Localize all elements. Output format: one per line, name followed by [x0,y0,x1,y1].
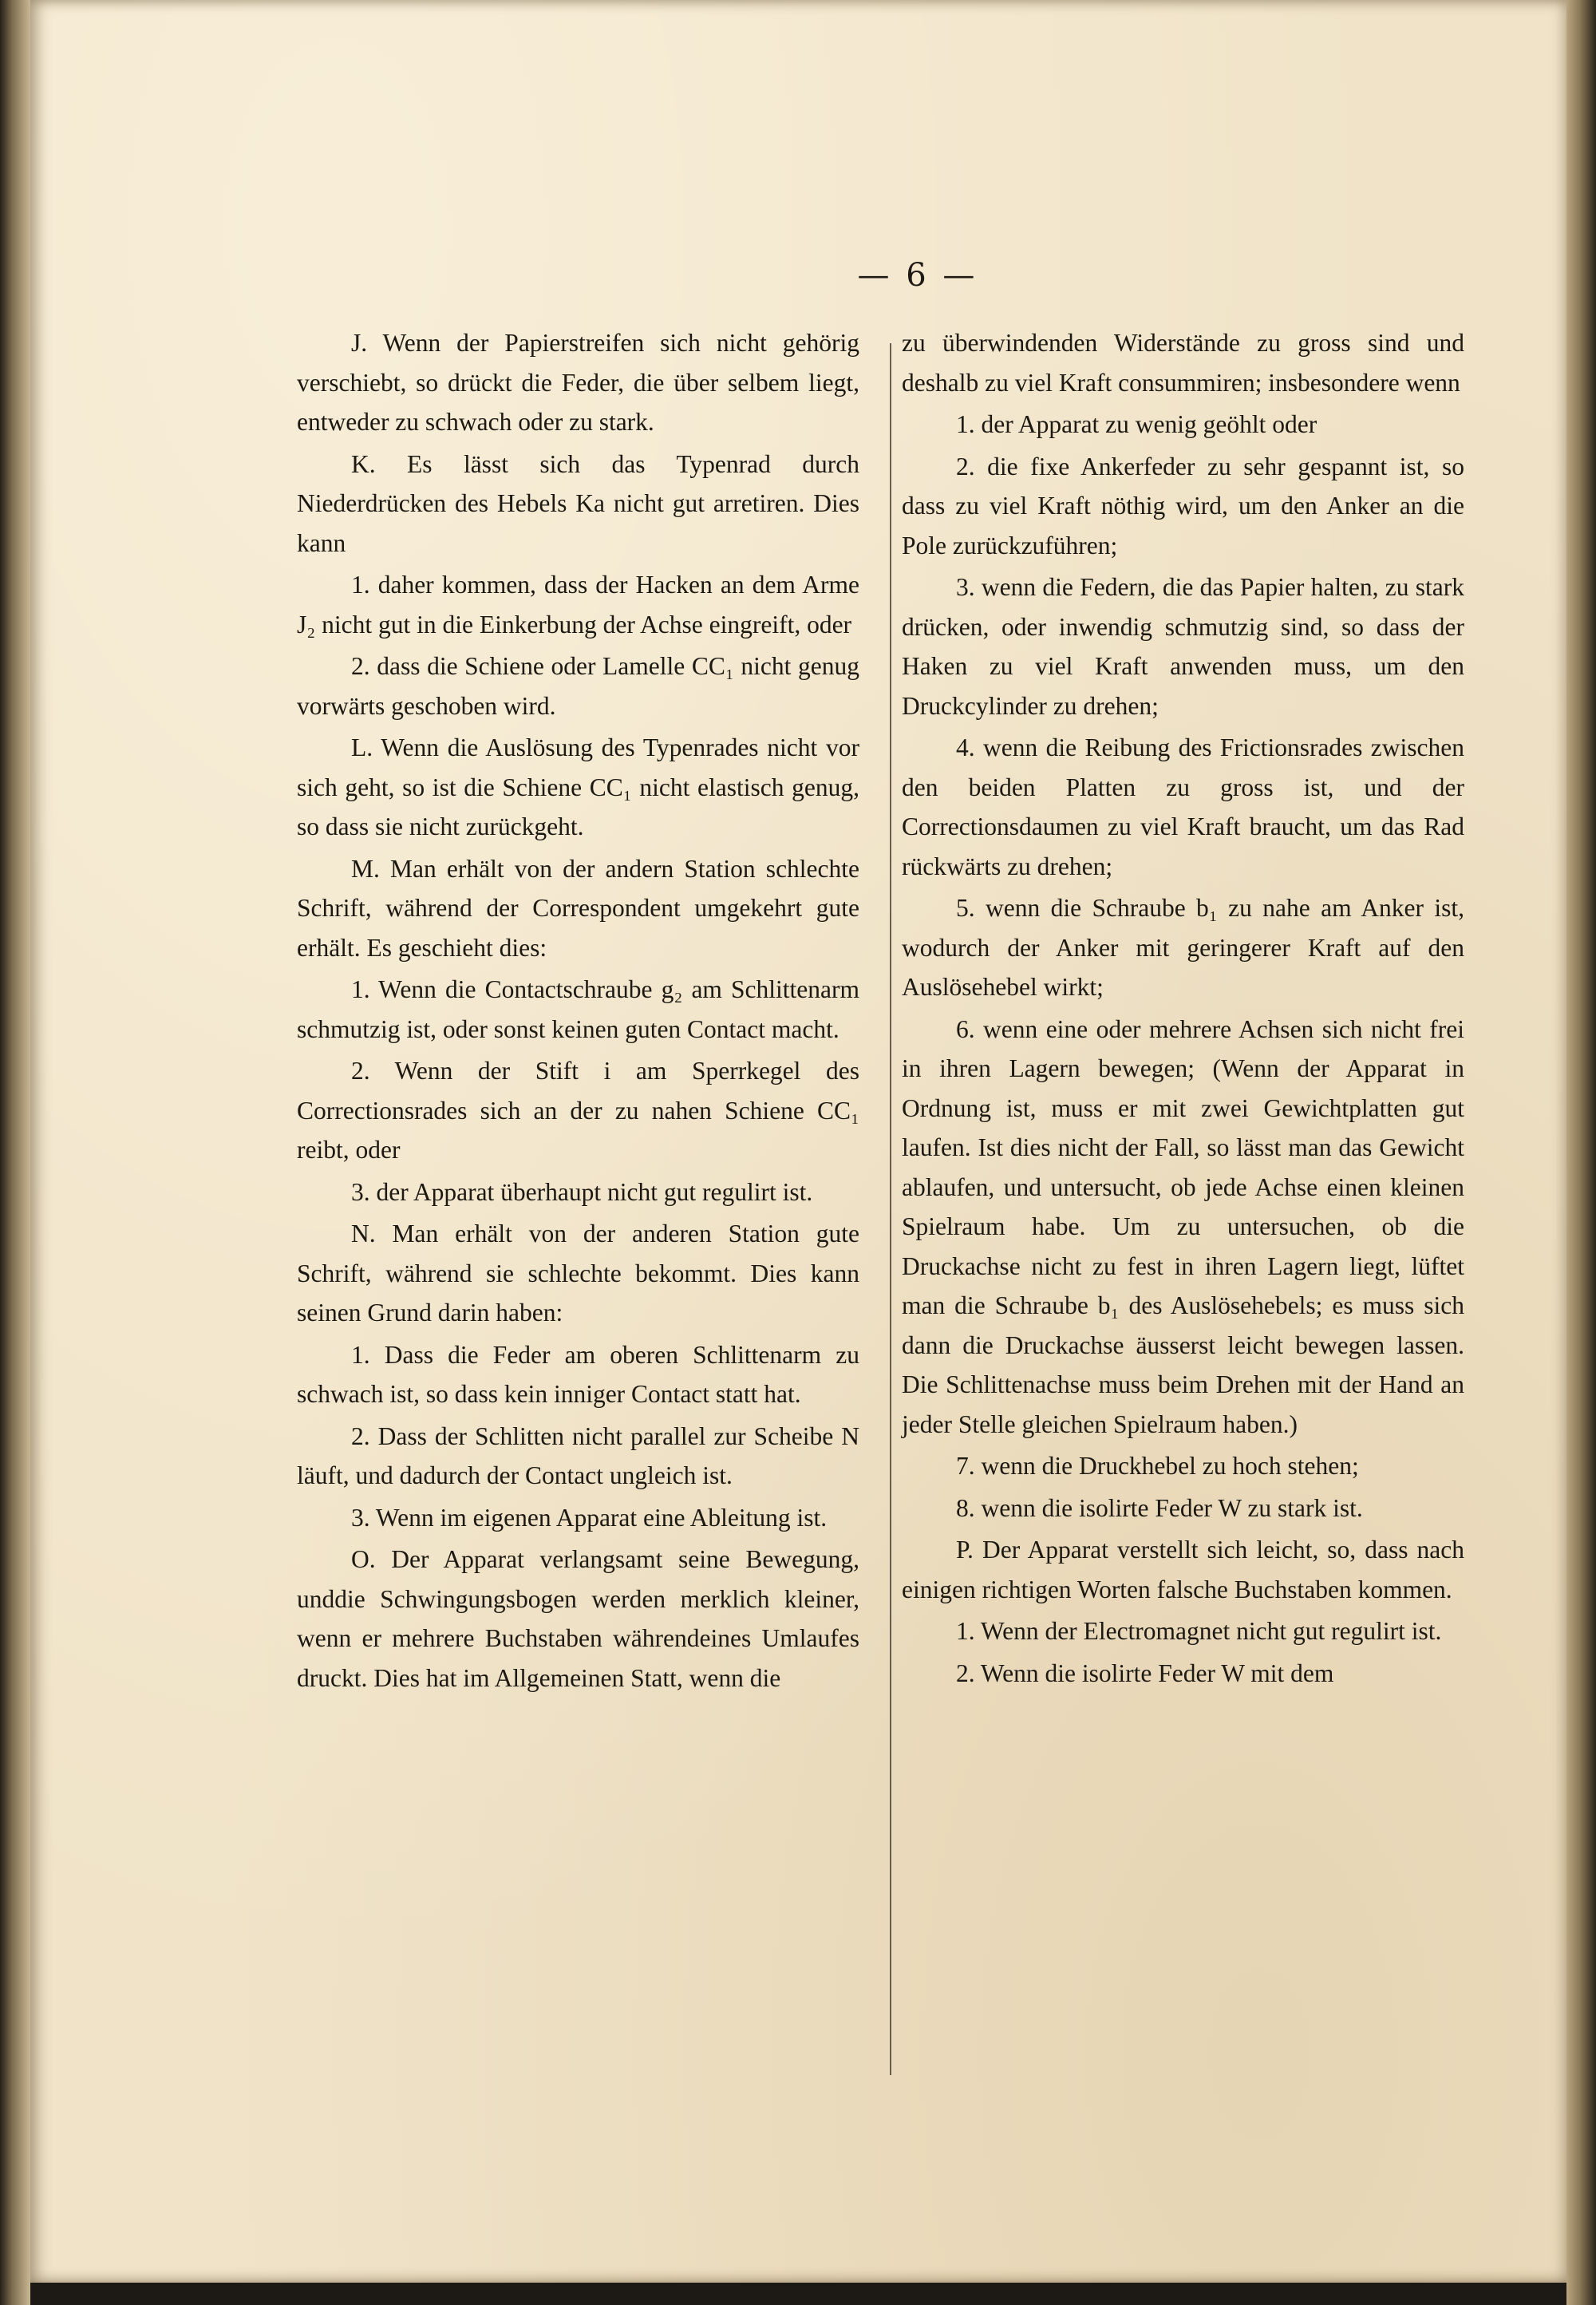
paragraph: zu überwindenden Widerstände zu gross sind und deshalb zu viel Kraft consummiren; insbesondere wenn [902,329,1464,397]
paragraph: 3. der Apparat überhaupt nicht gut regulirt ist. [351,1177,813,1206]
paragraph: P. Der Apparat verstellt sich leicht, so, dass nach einigen richtigen Worten falsche Buchstaben kommen. [902,1536,1464,1603]
right-column [902,323,1464,1693]
paragraph: M. Man erhält von der andern Station schlechte Schrift, während der Correspondent umgekehrt gute erhält. Es geschieht dies: [297,854,859,962]
paragraph: 1. Wenn die Contactschraube g₂ am Schlittenarm schmutzig ist, oder sonst keinen guten Contact macht. [297,975,859,1043]
column-divider [890,343,891,2075]
paragraph: 5. wenn die Schraube b₁ zu nahe am Anker ist, wodurch der Anker mit geringerer Kraft auf den Auslösehebel wirkt; [902,894,1464,1001]
paragraph: 1. daher kommen, dass der Hacken an dem Arme J₂ nicht gut in die Einkerbung der Achse eingreift, oder [297,571,859,639]
paragraph: O. Der Apparat verlangsamt seine Bewegung, unddie Schwingungsbogen werden merklich kleiner, wenn er mehrere Buchstaben währendeines Umlaufes druckt. Dies hat im Allgemeinen Statt, wenn die [297,1545,859,1692]
paragraph: 2. Dass der Schlitten nicht parallel zur Scheibe N läuft, und dadurch der Contact ungleich ist. [297,1421,859,1489]
paragraph: 2. Wenn die isolirte Feder W mit dem [956,1659,1334,1687]
scan-left-edge [0,0,30,2305]
paragraph: 2. dass die Schiene oder Lamelle CC₁ nicht genug vorwärts geschoben wird. [297,652,859,720]
scan-right-edge [1566,0,1596,2305]
paragraph: 8. wenn die isolirte Feder W zu stark ist. [956,1493,1363,1522]
paragraph: 1. der Apparat zu wenig geöhlt oder [956,410,1317,438]
paragraph: K. Es lässt sich das Typenrad durch Niederdrücken des Hebels Ka nicht gut arretiren. Dies kann [297,449,859,557]
paragraph: 6. wenn eine oder mehrere Achsen sich nicht frei in ihren Lagern bewegen; (Wenn der Apparat in Ordnung ist, muss er mit zwei Gewichtplatten gut laufen. Ist dies nicht der Fall, so lässt man das Gewicht ablaufen, und untersucht, ob jede Achse einen kleinen Spielraum habe. Um zu untersuchen, ob die Druckachse nicht zu fest in ihren Lagern liegt, lüftet man die Schraube b₁ des Auslösehebels; es muss sich dann die Druckachse äusserst leicht bewegen lassen. Die Schlittenachse muss beim Drehen mit der Hand an jeder Stelle gleichen Spielraum haben.) [902,1014,1464,1438]
paragraph: 3. Wenn im eigenen Apparat eine Ableitung ist. [351,1503,828,1532]
paragraph: 1. Dass die Feder am oberen Schlittenarm zu schwach ist, so dass kein inniger Contact statt hat. [297,1340,859,1408]
paragraph: N. Man erhält von der anderen Station gute Schrift, während sie schlechte bekommt. Dies kann seinen Grund darin haben: [297,1220,859,1326]
left-column [297,323,859,1698]
paragraph: 3. wenn die Federn, die das Papier halten, zu stark drücken, oder inwendig schmutzig sind, so dass der Haken zu viel Kraft anwenden muss, um den Druckcylinder zu drehen; [902,573,1464,720]
page-number: — 6 — [857,257,978,294]
paragraph: L. Wenn die Auslösung des Typenrades nicht vor sich geht, so ist die Schiene CC₁ nicht elastisch genug, so dass sie nicht zurückgeht. [297,733,859,840]
paragraph: 2. die fixe Ankerfeder zu sehr gespannt ist, so dass zu viel Kraft nöthig wird, um den Anker an die Pole zurückzuführen; [902,452,1464,559]
paragraph: 4. wenn die Reibung des Frictionsrades zwischen den beiden Platten zu gross ist, und der Correctionsdaumen zu viel Kraft braucht, um das Rad rückwärts zu drehen; [902,733,1464,880]
paragraph: 1. Wenn der Electromagnet nicht gut regulirt ist. [956,1617,1442,1645]
paragraph: J. Wenn der Papierstreifen sich nicht gehörig verschiebt, so drückt die Feder, die über selbem liegt, entweder zu schwach oder zu stark. [297,329,859,436]
paragraph: 7. wenn die Druckhebel zu hoch stehen; [956,1452,1359,1480]
paragraph: 2. Wenn der Stift i am Sperrkegel des Correctionsrades sich an der zu nahen Schiene CC₁ reibt, oder [297,1057,859,1164]
